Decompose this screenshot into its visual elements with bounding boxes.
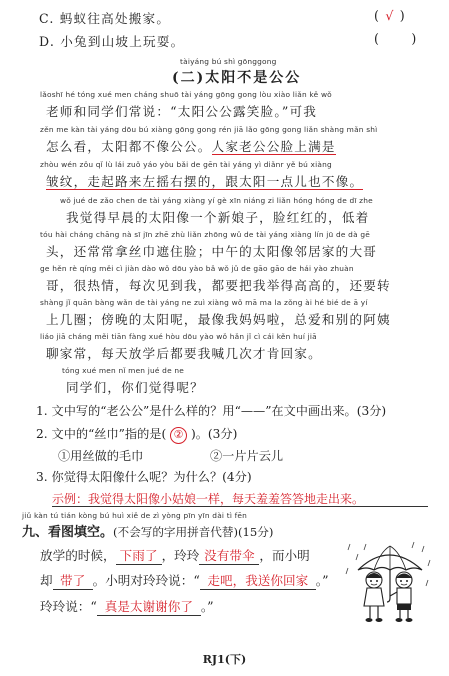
passage-line-1: 老师和同学们常说：“太阳公公露笑脸。”可我	[46, 104, 318, 119]
page-footer: RJ1(下)	[202, 653, 247, 666]
passage-line-2	[46, 136, 336, 155]
fill-line-3	[40, 596, 214, 616]
passage-line-6: 哥，很热情，每次见到我，都要把我举得高高的，还要转	[46, 278, 391, 293]
section2-title: (二)太阳不是公公	[172, 70, 302, 86]
passage-line-8-pinyin: liáo jiā cháng měi tiān fàng xué hòu dōu yào wǒ hǎn jǐ cì cái kěn huí jiā	[40, 332, 317, 341]
fill-line-2	[40, 570, 329, 590]
passage-line-2a: 怎么看，太阳都不像公公。	[46, 139, 212, 154]
question-2-option-1: ①用丝做的毛巾	[58, 449, 144, 463]
passage-line-4-pinyin: wǒ jué de zǎo chen de tài yáng xiàng yí gè xīn niáng zi liǎn hóng hóng de dī zhe	[60, 196, 373, 205]
passage-line-9-pinyin: tóng xué men nǐ men jué de ne	[62, 366, 184, 375]
blank-2: 没有带伞	[199, 545, 259, 565]
passage-line-9: 同学们，你们觉得呢？	[66, 380, 204, 395]
fill-line-1	[40, 545, 310, 565]
fill-line-2a: 却	[40, 573, 53, 588]
fill-line-1a: 放学的时候，	[40, 548, 116, 563]
question-2-answer: ②	[170, 427, 187, 444]
fill-line-2c: 。”	[315, 573, 329, 588]
passage-line-8: 聊家常，每天放学后都要我喊几次才肯回家。	[46, 346, 322, 361]
section9-pinyin: jiǔ kàn tú tián kòng bú huì xiě de zì yòng pīn yīn dài tì fēn	[22, 511, 248, 520]
option-d-text: D. 小兔到山坡上玩耍。	[39, 34, 185, 49]
option-c-answer-box: ( √ )	[374, 8, 406, 23]
question-1: 1. 文中写的“老公公”是什么样的？用“——”在文中画出来。(3分)	[36, 404, 387, 418]
passage-line-4: 我觉得早晨的太阳像一个新娘子，脸红红的，低着	[66, 210, 370, 225]
question-3-answer: 示例：我觉得太阳像小姑娘一样，每天羞羞答答地走出来。	[52, 490, 428, 507]
question-2	[36, 425, 237, 444]
blank-4: 走吧，我送你回家	[200, 570, 316, 590]
fill-line-2b: 。小明对玲玲说：“	[92, 573, 200, 588]
section9-note: (不会写的字用拼音代替)(15分)	[113, 525, 274, 539]
question-2-prefix: 2. 文中的“丝巾”指的是(	[36, 427, 167, 441]
passage-line-3	[46, 171, 363, 190]
option-c-text: C. 蚂蚁往高处搬家。	[39, 11, 171, 26]
blank-1: 下雨了	[116, 545, 162, 565]
passage-line-1-pinyin: lǎoshī hé tóng xué men cháng shuō tài yáng gōng gong lòu xiào liǎn kě wǒ	[40, 90, 332, 99]
passage-line-3-pinyin: zhòu wén zǒu qǐ lù lái zuǒ yáo yòu bǎi de gēn tài yáng yì diǎnr yě bú xiàng	[40, 160, 332, 169]
section9-title: 九、看图填空。	[22, 525, 114, 540]
question-2-suffix: )。(3分)	[190, 427, 238, 441]
boy-icon	[390, 572, 413, 622]
option-d-answer-box: ( )	[374, 31, 418, 46]
blank-5: 真是太谢谢你了	[97, 596, 201, 616]
girl-icon	[364, 572, 384, 622]
fill-line-3a: 玲玲说：“	[40, 599, 97, 614]
section2-title-pinyin: tàiyáng bú shì gōnggong	[180, 57, 277, 66]
passage-line-7-pinyin: shàng jǐ quān bàng wǎn de tài yáng ne zuì xiàng wǒ mā ma la zǒng ài hé bié de ā yí	[40, 298, 368, 307]
fill-line-3b: 。”	[200, 599, 214, 614]
passage-line-6-pinyin: ge hěn rè qíng měi cì jiàn dào wǒ dōu yào bǎ wǒ jǔ de gāo gāo de hái yào zhuàn	[40, 264, 354, 273]
passage-line-7: 上几圈；傍晚的太阳呢，最像我妈妈啦，总爱和别的阿姨	[46, 312, 391, 327]
option-c-answer: √	[385, 8, 395, 23]
question-2-option-2: ②一片片云儿	[210, 449, 284, 463]
passage-line-5-pinyin: tóu hài cháng chāng nà sī jīn zhē zhù liǎn zhōng wǔ de tài yáng xiàng lín jū de dà gē	[40, 230, 370, 239]
old-man-description-underline-1: 人家老公公脸上满是	[211, 139, 336, 154]
blank-3: 带了	[53, 570, 93, 590]
fill-line-1c: ，而小明	[259, 548, 310, 563]
passage-line-2-pinyin: zěn me kàn tài yáng dōu bú xiàng gōng gong rén jiā lǎo gōng gong liǎn shàng mǎn shì	[40, 125, 378, 134]
question-3: 3. 你觉得太阳像什么呢？为什么？(4分)	[36, 470, 252, 484]
passage-line-5: 头，还常常拿丝巾遮住脸；中午的太阳像邻居家的大哥	[46, 244, 378, 259]
fill-line-1b: ，玲玲	[161, 548, 200, 563]
section9-heading	[22, 521, 273, 540]
children-umbrella-illustration	[344, 540, 434, 626]
old-man-description-underline-2: 皱纹，走起路来左摇右摆的，跟太阳一点儿也不像。	[46, 174, 364, 189]
